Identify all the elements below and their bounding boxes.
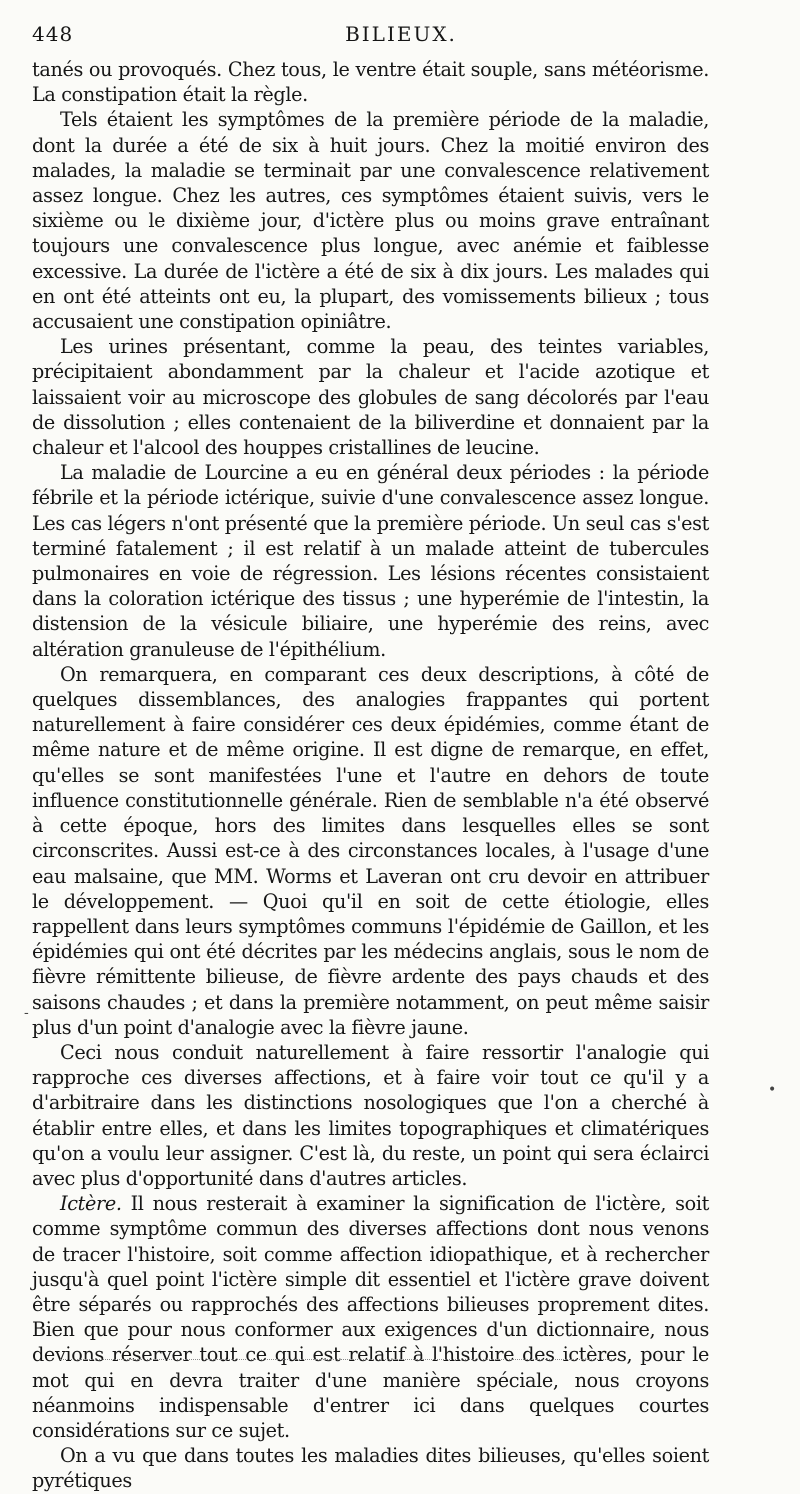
body-text: [32, 57, 709, 1494]
paragraph-maladies-bilieuses: On a vu que dans toutes les maladies dites bilieuses, qu'elles soient pyrétiques: [32, 1444, 709, 1493]
margin-mark-right: •: [768, 1082, 777, 1098]
page-number: 448: [32, 22, 74, 46]
paragraph-urines: Les urines présentant, comme la peau, des teintes variables, précipitaient abondamment par la chaleur et l'acide azotique et laissaient voir au microscope des globules de sang décolorés par l'eau de dissolution ; elles contenaient de la biliverdine et donnaient par la chaleur et l'alcool des houppes cristallines de leucine.: [32, 335, 709, 460]
paragraph-comparison: On remarquera, en comparant ces deux descriptions, à côté de quelques dissemblances, des analogies frappantes qui portent naturellement à faire considérer ces deux épidémies, comme étant de même nature et de même origine. Il est digne de remarque, en effet, qu'elles se sont manifestées l'une et l'autre en dehors de toute influence constitutionnelle générale. Rien de semblable n'a été observé à cette époque, hors des limites dans lesquelles elles se sont circonscrites. Aussi est-ce à des circonstances locales, à l'usage d'une eau malsaine, que MM. Worms et Laveran ont cru devoir en attribuer le développement. — Quoi qu'il en soit de cette étiologie, elles rappellent dans leurs symptômes communs l'épidémie de Gaillon, et les épidémies qui ont été décrites par les médecins anglais, sous le nom de fièvre rémittente bilieuse, de fièvre ardente des pays chauds et des saisons chaudes ; et dans la première notamment, on peut même saisir plus d'un point d'analogie avec la fièvre jaune.: [32, 662, 709, 1039]
section-lead-ictere: Ictère.: [60, 1192, 122, 1216]
paragraph-continuation: tanés ou provoqués. Chez tous, le ventre était souple, sans météorisme. La constipation était la règle.: [32, 58, 709, 107]
bottom-rule: [60, 1359, 620, 1360]
page-header: [32, 22, 770, 52]
paragraph-analogy: Ceci nous conduit naturellement à faire ressortir l'analogie qui rapproche ces diverses affections, et à faire voir tout ce qu'il y a d'arbitraire dans les distinctions nosologiques que l'on a cherché à établir entre elles, et dans les limites topographiques et climatériques qu'on a voulu leur assigner. C'est là, du reste, un point qui sera éclairci avec plus d'opportunité dans d'autres articles.: [32, 1040, 709, 1190]
running-head: BILIEUX.: [345, 22, 457, 46]
paragraph-ictere: Ictère. Il nous resterait à examiner la signification de l'ictère, soit comme symptôme commun des diverses affections dont nous venons de tracer l'histoire, soit comme affection idiopathique, et à rechercher jusqu'à quel point l'ictère simple dit essentiel et l'ictère grave doivent être séparés ou rapprochés des affections bilieuses proprement dites. Bien que pour nous conformer aux exigences d'un dictionnaire, nous devions réserver tout ce qui est relatif à l'histoire des ictères, pour le mot qui en devra traiter d'une manière spéciale, nous croyons néanmoins indispensable d'entrer ici dans quelques courtes considérations sur ce sujet.: [32, 1192, 709, 1442]
paragraph-lourcine: La maladie de Lourcine a eu en général deux périodes : la période fébrile et la période ictérique, suivie d'une convalescence assez longue. Les cas légers n'ont présenté que la première période. Un seul cas s'est terminé fatalement ; il est relatif à un malade atteint de tubercules pulmonaires en voie de régression. Les lésions récentes consistaient dans la coloration ictérique des tissus ; une hyperémie de l'intestin, la distension de la vésicule biliaire, une hyperémie des reins, avec altération granuleuse de l'épithélium.: [32, 461, 709, 661]
paragraph-symptoms-first-period: Tels étaient les symptômes de la première période de la maladie, dont la durée a été de six à huit jours. Chez la moitié environ des malades, la maladie se terminait par une convalescence relativement assez longue. Chez les autres, ces symptômes étaient suivis, vers le sixième ou le dixième jour, d'ictère plus ou moins grave entraînant toujours une convalescence plus longue, avec anémie et faiblesse excessive. La durée de l'ictère a été de six à dix jours. Les malades qui en ont été atteints ont eu, la plupart, des vomissements bilieux ; tous accusaient une constipation opiniâtre.: [32, 108, 709, 334]
margin-mark-left: -: [24, 1005, 29, 1021]
